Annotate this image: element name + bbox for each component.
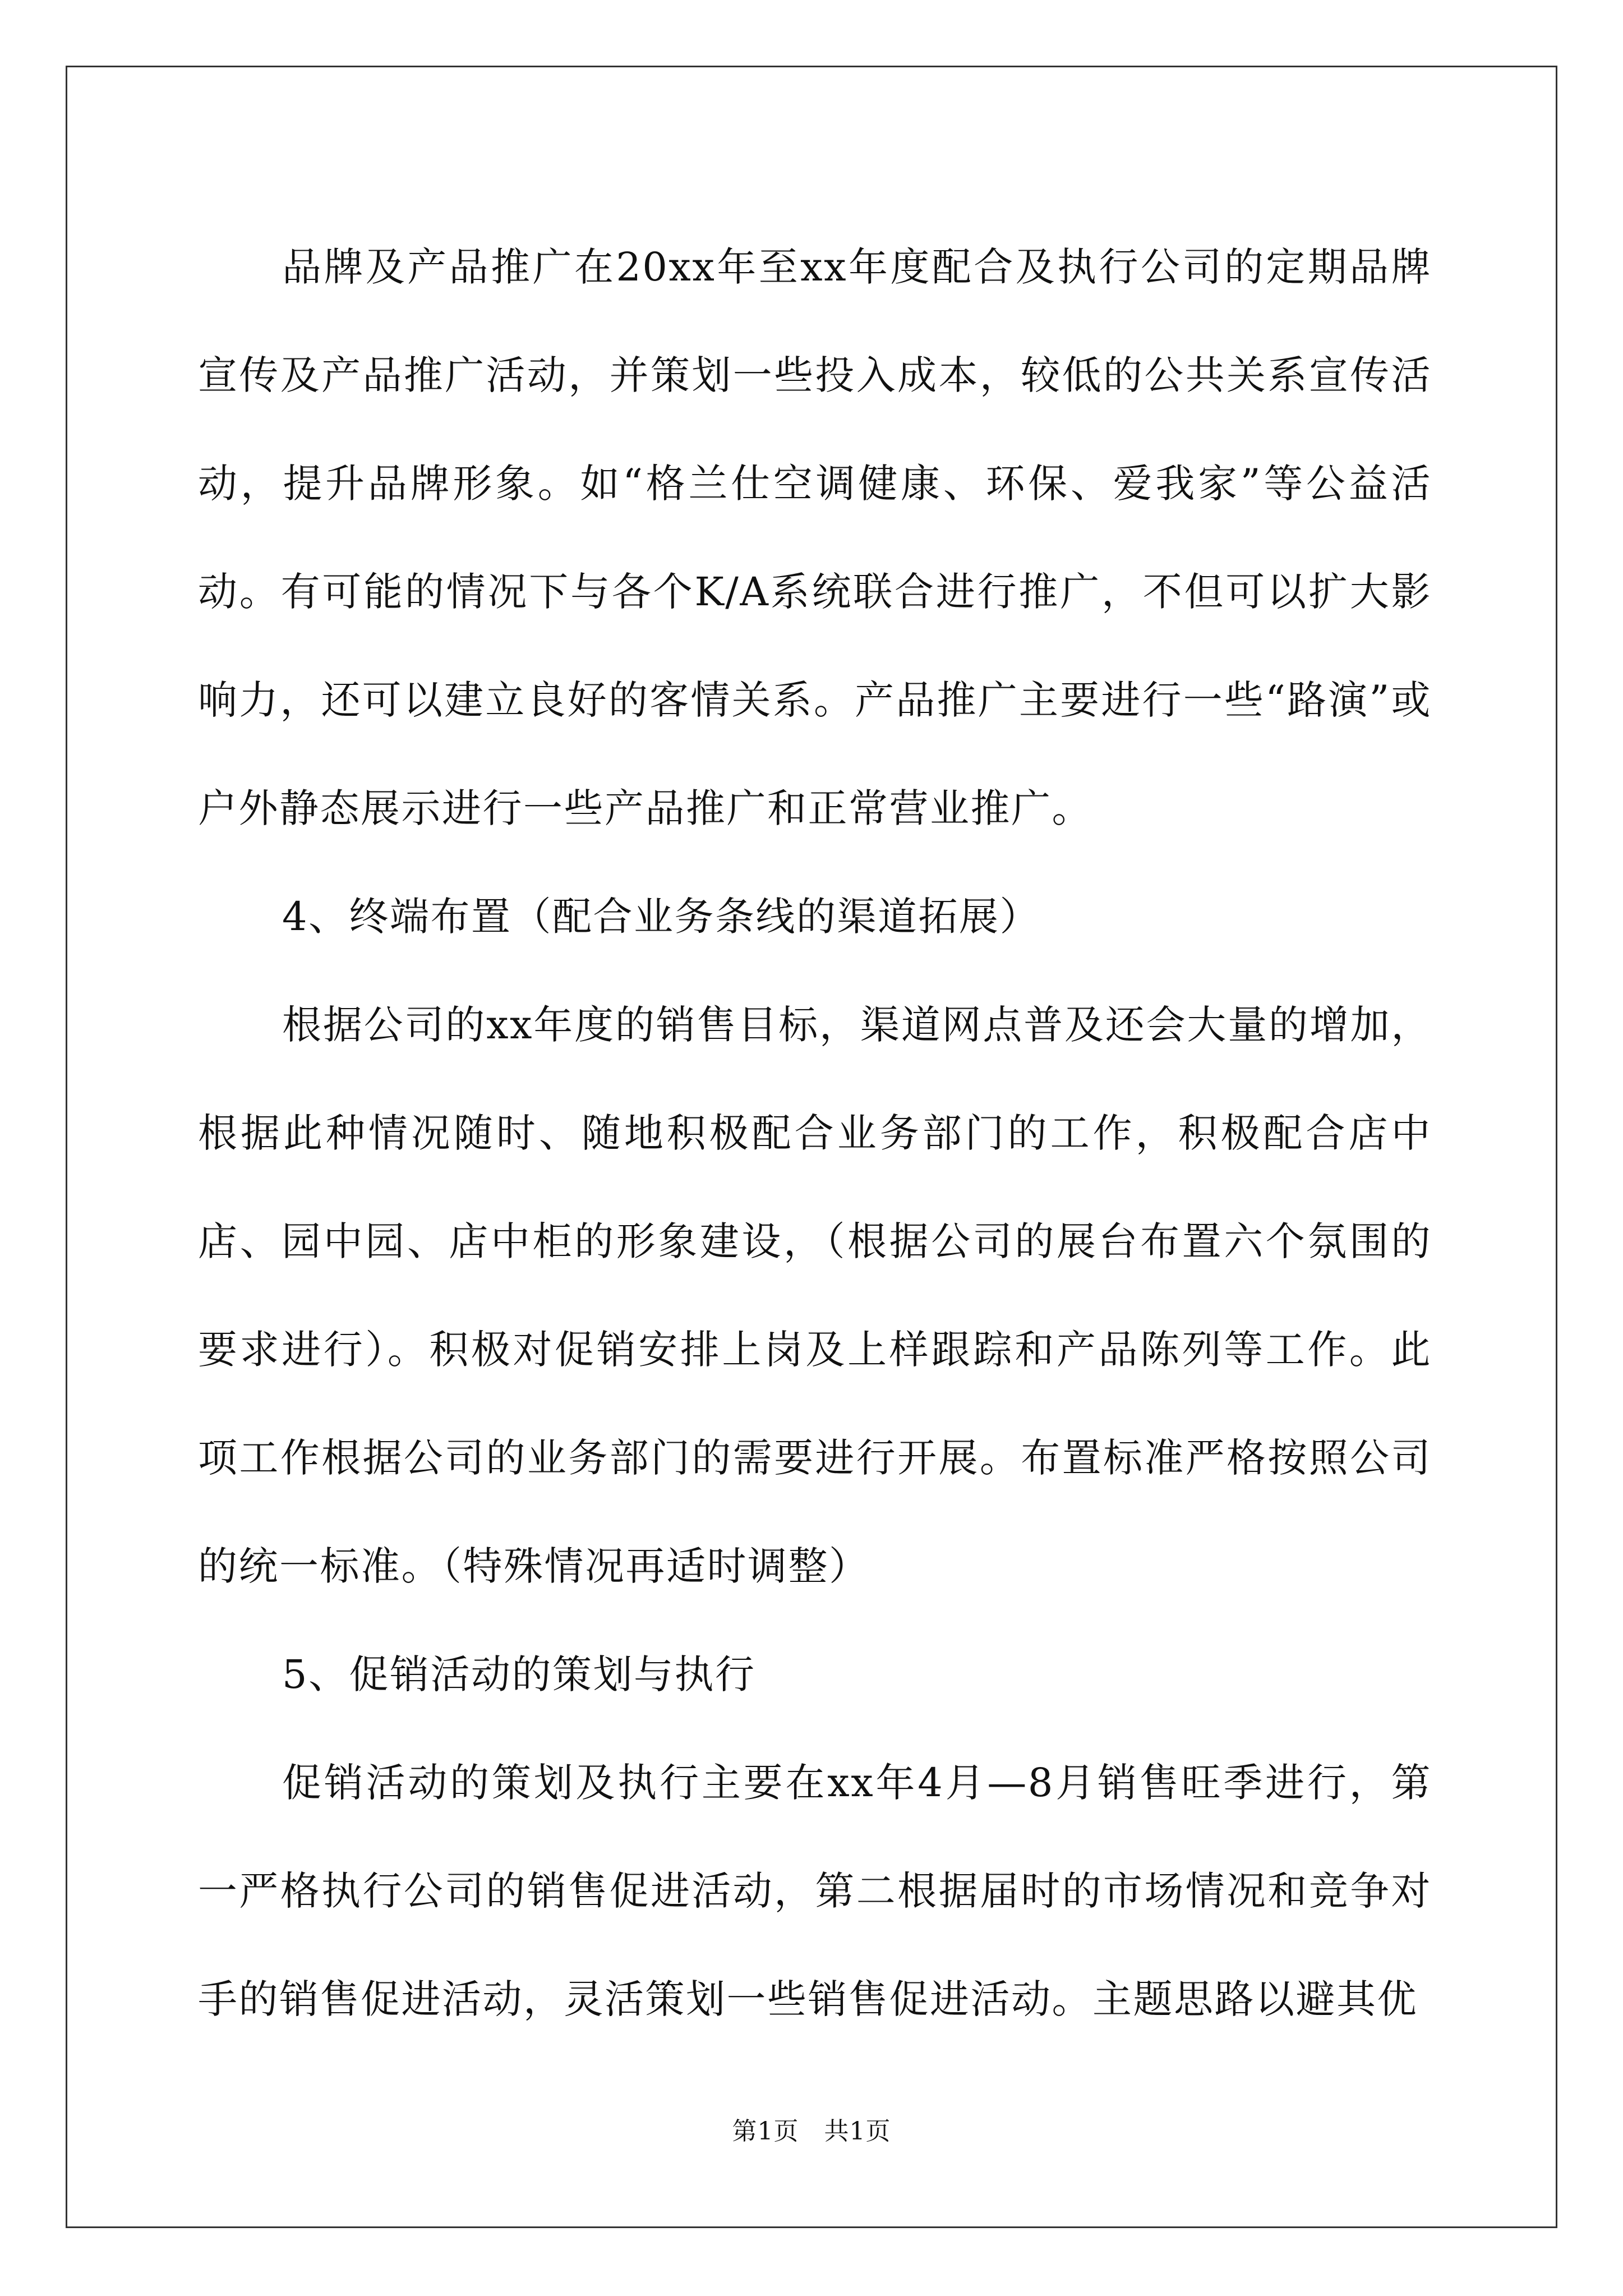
page-number-footer: 第1页 共1页: [732, 2117, 891, 2146]
paragraph-terminal-layout: 根据公司的xx年度的销售目标，渠道网点普及还会大量的增加，根据此种情况随时、随地积极配合业务部门的工作，积极配合店中店、园中园、店中柜的形象建设，（根据公司的展台布置六个氛围的要求进行）。积极对促销安排上岗及上样跟踪和产品陈列等工作。此项工作根据公司的业务部门的需要进行开展。布置标准严格按照公司的统一标准。（特殊情况再适时调整）: [198, 1002, 1432, 1589]
heading-promotion-planning: 5、促销活动的策划与执行: [282, 1651, 756, 1697]
document-body: [198, 213, 1432, 2054]
paragraph-brand-promotion: 品牌及产品推广在20xx年至xx年度配合及执行公司的定期品牌宣传及产品推广活动，并策划一些投入成本，较低的公共关系宣传活动，提升品牌形象。如“格兰仕空调健康、环保、爱我家”等公益活动。有可能的情况下与各个K/A系统联合进行推广，不但可以扩大影响力，还可以建立良好的客情关系。产品推广主要进行一些“路演”或户外静态展示进行一些产品推广和正常营业推广。: [198, 244, 1432, 831]
paragraph-promotion-planning: 促销活动的策划及执行主要在xx年4月—8月销售旺季进行，第一严格执行公司的销售促进活动，第二根据届时的市场情况和竞争对手的销售促进活动，灵活策划一些销售促进活动。主题思路以避其优: [198, 1760, 1432, 2022]
heading-terminal-layout: 4、终端布置（配合业务条线的渠道拓展）: [282, 894, 1041, 940]
